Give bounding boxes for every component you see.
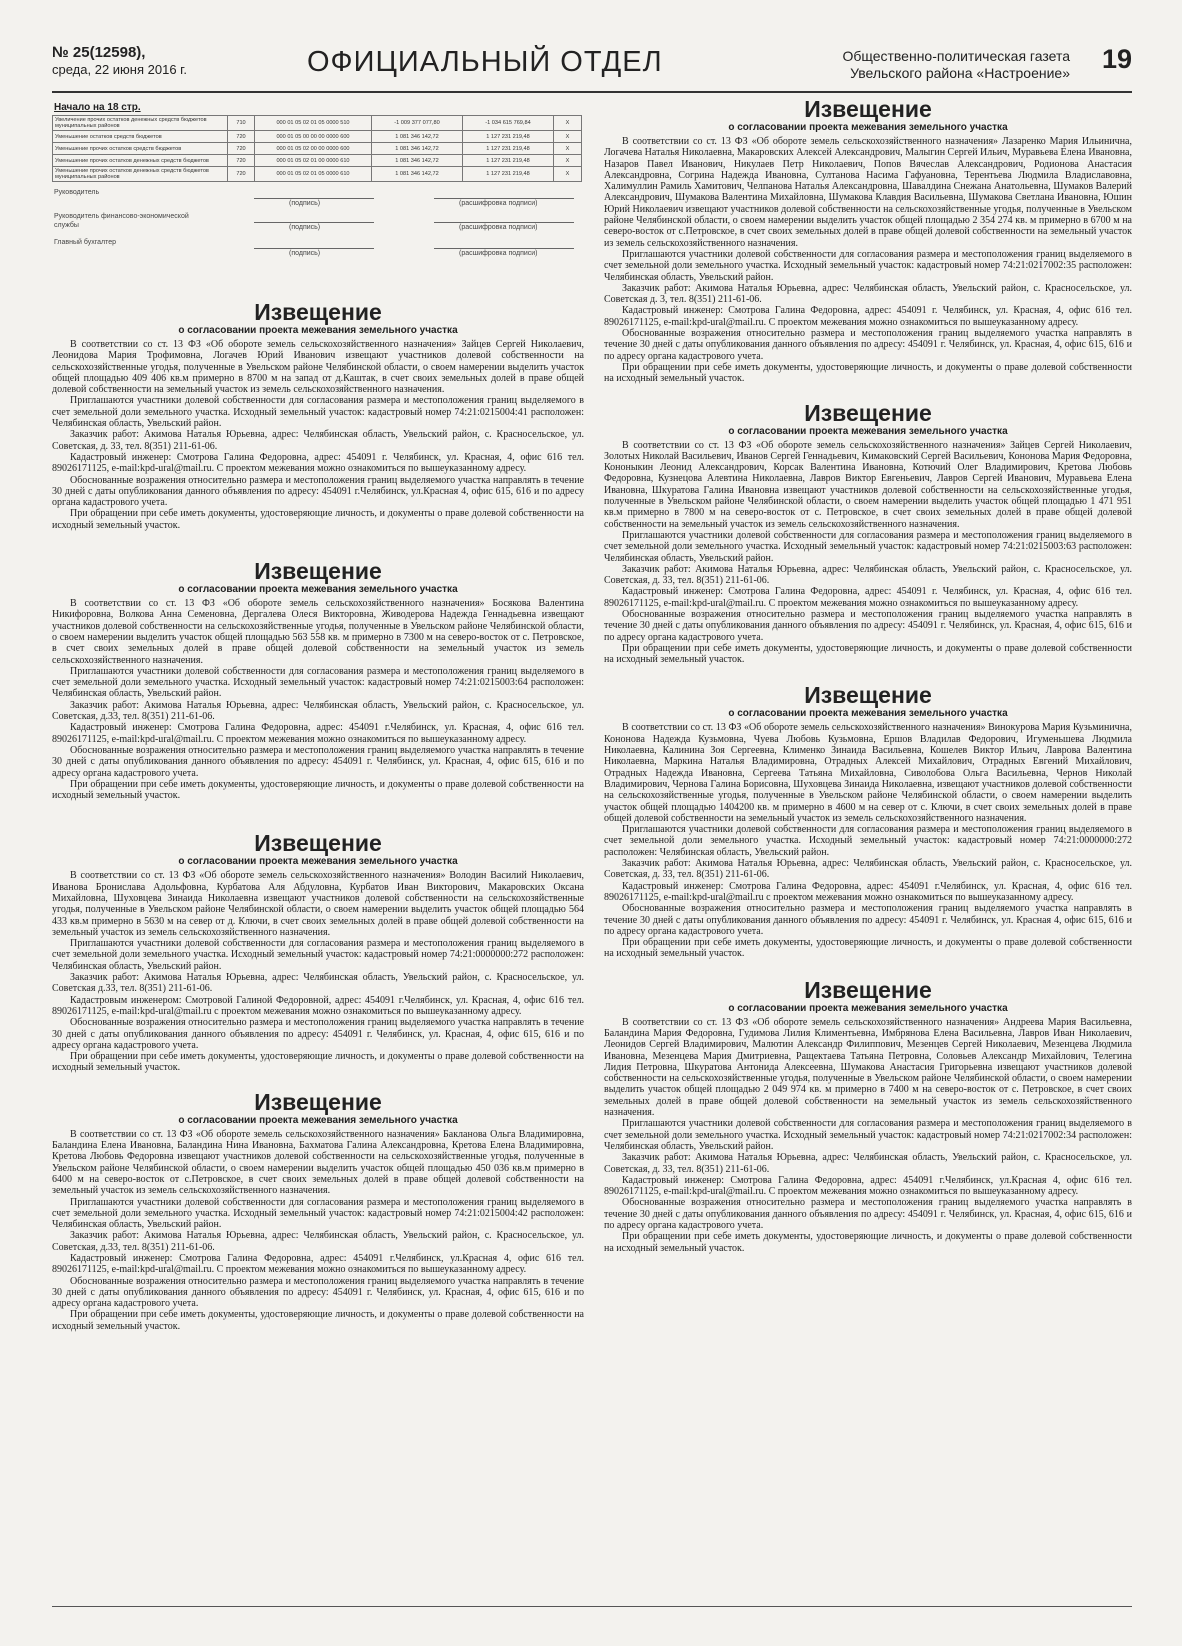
notice-paragraph: Кадастровый инженер: Смотрова Галина Федоровна, адрес: 454091 г.Челябинск, ул.Красная 4, офис 616 тел. 89026171125, e-mail:kpd-ural@mail.ru. С проектом межевания можно ознакомиться по вышеуказанному адресу. — [604, 1174, 1132, 1198]
table-cell: 000 01 05 02 01 05 0000 510 — [255, 116, 372, 131]
newspaper-name-line2: Увельского района «Настроение» — [850, 65, 1070, 81]
notice-paragraph: Кадастровый инженер: Смотрова Галина Федоровна, адрес: 454091 г.Челябинск, ул. Красная, 4, офис 616 тел. 89026171125, e-mail:kpd-ural@mail.ru с проектом межевания можно ознакомиться по вышеуказанному адресу. — [604, 880, 1132, 903]
notice-paragraph: Приглашаются участники долевой собственности для согласования размера и местоположения границ выделяемого в счет земельной доли земельного участка. Исходный земельный участок: кадастровый номер 74:21:0215004:41 расположен: Челябинская область, Увельский район. — [52, 395, 584, 430]
notice-title: Извещение — [804, 682, 932, 709]
notice-paragraph: Заказчик работ: Акимова Наталья Юрьевна, адрес: Челябинская область, Увельский район, с. Красносельское, ул. Советская, д. 33, тел. 8(351) 211-61-06. — [604, 1152, 1132, 1175]
notice-paragraph: В соответствии со ст. 13 ФЗ «Об обороте земель сельскохозяйственного назначения» Лазаренко Мария Ильинична, Логачева Наталья Николаевна, Макаровских Алексей Александрович, Малыгин Сергей Ильич, Муравьева Елена Ивановна, Назаров Павел Иванович, Никулаев Петр Николаевич, Попов Вячеслав Александрович, Родионова Анастасия Александровна, Согрина Надежда Ивановна, Султанова Насима Гафуановна, Терентьева Людмила Владиславовна, Халимуллин Рамиль Хамитович, Челпанова Наталья Александровна, Шавалдина Снежана Анатольевна, Шумаков Валерий Александрович, Шумакова Валентина Михайловна, Шумакова Клавдия Васильевна, Шумакова Светлана Ивановна, Юшин Юрий Николаевич извещают участников долевой собственности на сельскохозяйственные угодья, полученные в Увельском районе Челябинской области, о своем намерении выделить участок общей площадью 2 354 274 кв. м примерно в 6700 м на северо-восток от с.Петровское, в счет своих земельных долей в праве общей долевой собственности на земельный участок из земель сельскохозяйственного назначения. — [604, 136, 1132, 249]
continuation-label: Начало на 18 стр. — [54, 102, 141, 113]
signature-decode-caption: (расшифровка подписи) — [459, 200, 538, 207]
notice-paragraph: Кадастровый инженер: Смотрова Галина Федоровна, адрес: 454091 г. Челябинск, ул. Красная, 4, офис 616 тел. 89026171125, e-mail:kpd-ural@mail.ru. С проектом межевания можно ознакомиться по вышеуказанному адресу. — [604, 586, 1132, 609]
table-cell: 1 081 346 142,72 — [372, 143, 463, 155]
notice-paragraph: Кадастровый инженер: Смотрова Галина Федоровна, адрес: 454091 г. Челябинск, ул. Красная, 4, офис 616 тел. 89026171125, e-mail:kpd-ural@mail.ru. С проектом межевания можно ознакомиться по вышеуказанному адресу. — [52, 451, 584, 475]
issue-number: № 25(12598), — [52, 44, 146, 61]
table-row — [53, 116, 582, 131]
table-cell: 000 01 05 02 00 00 0000 600 — [255, 143, 372, 155]
table-cell: 1 081 346 142,72 — [372, 155, 463, 167]
notice-subtitle: о согласовании проекта межевания земельного участка — [178, 325, 458, 336]
notice-subtitle: о согласовании проекта межевания земельного участка — [728, 122, 1008, 133]
notice-subtitle: о согласовании проекта межевания земельного участка — [178, 584, 458, 596]
notice-paragraph: Заказчик работ: Акимова Наталья Юрьевна, адрес: Челябинская область, Увельский район, с. Красносельское, ул. Советская, д. 33, тел. 8(351) 211-61-06. — [604, 858, 1132, 881]
signature-decode-line — [434, 222, 574, 223]
notice-paragraph: В соответствии со ст. 13 ФЗ «Об обороте земель сельскохозяйственного назначения» Винокурова Мария Кузьминична, Кононова Надежда Кузьмовна, Чуева Любовь Кузьмовна, Ершов Владилав Федорович, Игуменьшева Людмила Николаевна, Калинина Зоя Сергеевна, Клименко Зинаида Васильевна, Кошелев Виктор Ильич, Лаврова Валентина Николаевна, Маркина Наталья Владимировна, Отрадных Алексей Михайлович, Отрадных Евгений Михайлович, Отрадных Надежда Ивановна, Сергеева Татьяна Михайловна, Сиволобова Ольга Васильевна, Чернов Николай Владимирович, Чернова Галина Борисовна, Шуховцева Зинаида Николаевна, извещают участников долевой собственности на сельскохозяйственные угодья, полученные в Увельском районе Челябинской области, о своем намерении выделить участок общей площадью 1404200 кв. м примерно в 4600 м на север от с. Ключи, в счет своих земельных долей в праве общей долевой собственности на земельный участок из земель сельскохозяйственного назначения. — [604, 722, 1132, 824]
table-cell: Уменьшение прочих остатков средств бюджетов — [53, 143, 228, 155]
notice-paragraph: При обращении при себе иметь документы, удостоверяющие личность, и документы о праве долевой собственности на исходный земельный участок. — [52, 1051, 584, 1074]
signature-role: Руководитель — [54, 189, 100, 196]
table-cell: Уменьшение прочих остатков денежных средств бюджетов муниципальных районов — [53, 167, 228, 182]
table-cell: X — [554, 143, 582, 155]
notice-paragraph: Обоснованные возражения относительно размера и местоположения границ выделяемого участка направлять в течение 30 дней с даты опубликования данного объявления по адресу: 454091 г. Челябинск, ул. Красная, 4, офис 615, 616 и по адресу органа кадастрового учета. — [604, 328, 1132, 362]
notice-1 — [52, 300, 584, 531]
notice-paragraph: При обращении при себе иметь документы, удостоверяющие личность, и документы о праве долевой собственности на исходный земельный участок. — [52, 1309, 584, 1332]
issue-info — [52, 44, 187, 78]
table-cell: Уменьшение остатков средств бюджетов — [53, 131, 228, 143]
table-cell: Увеличение прочих остатков денежных средств бюджетов муниципальных районов — [53, 116, 228, 131]
notice-paragraph: Приглашаются участники долевой собственности для согласования размера и местоположения границ выделяемого в счет земельной доли земельного участка. Исходный земельный участок: кадастровый номер 74:21:0215003:64 расположен: Челябинская область, Увельский район. — [52, 665, 584, 700]
issue-date: среда, 22 июня 2016 г. — [52, 62, 187, 77]
signature-caption: (подпись) — [289, 250, 321, 257]
left-column — [52, 97, 584, 1332]
notice-title: Извещение — [254, 1088, 382, 1115]
signature-caption: (подпись) — [289, 224, 321, 231]
table-cell: 720 — [228, 143, 255, 155]
notice-paragraph: Заказчик работ: Акимова Наталья Юрьевна, адрес: Челябинская область, Увельский район, с. Красносельское, ул. Советская д. 3, тел. 8(351) 211-61-06. — [604, 282, 1132, 306]
notice-paragraph: При обращении при себе иметь документы, удостоверяющие личность, и документы о праве долевой собственности на исходный земельный участок. — [604, 361, 1132, 385]
table-cell: -1 034 615 769,84 — [463, 116, 554, 131]
signature-decode-caption: (расшифровка подписи) — [459, 250, 538, 257]
signature-role: Главный бухгалтер — [54, 239, 116, 246]
signature-caption: (подпись) — [289, 200, 321, 207]
notice-subtitle: о согласовании проекта межевания земельного участка — [728, 708, 1008, 720]
signature-row — [54, 188, 582, 208]
table-cell: X — [554, 155, 582, 167]
notice-title: Извещение — [804, 399, 932, 426]
notice-paragraph: Заказчик работ: Акимова Наталья Юрьевна, адрес: Челябинская область, Увельский район, с. Красносельское, ул. Советская, д.33, тел. 8(351) 211-61-06. — [52, 1230, 584, 1253]
notice-5 — [604, 97, 1132, 385]
notice-paragraph: Обоснованные возражения относительно размера и местоположения границ выделяемого участка направлять в течение 30 дней с даты опубликования данного объявления по адресу: 454091 г. Челябинск, ул. Красная, 4, офис 615, 616 и по адресу органа кадастрового учета. — [604, 1197, 1132, 1232]
page-header — [52, 44, 1132, 90]
table-cell: 720 — [228, 155, 255, 167]
notice-paragraph: Заказчик работ: Акимова Наталья Юрьевна, адрес: Челябинская область, Увельский район, с. Красносельское, ул. Советская д.33, тел. 8(351) 211-61-06. — [52, 972, 584, 995]
notice-7 — [604, 683, 1132, 959]
notice-subtitle: о согласовании проекта межевания земельного участка — [728, 425, 1008, 437]
table-cell: 000 01 05 02 01 05 0000 610 — [255, 167, 372, 182]
notice-paragraph: При обращении при себе иметь документы, удостоверяющие личность, и документы о праве долевой собственности на исходный земельный участок. — [52, 778, 584, 802]
newspaper-name-line1: Общественно-политическая газета — [842, 48, 1070, 64]
notice-subtitle: о согласовании проекта межевания земельного участка — [728, 1002, 1008, 1014]
notice-title: Извещение — [254, 830, 382, 857]
notice-paragraph: В соответствии со ст. 13 ФЗ «Об обороте земель сельскохозяйственного назначения» Зайцев Сергей Николаевич, Золотых Николай Васильевич, Иванов Сергей Геннадьевич, Кимаковский Сергей Васильевич, Кононова Мария Федоровна, Кононыкин Леонид Александрович, Корсак Валентина Ивановна, Котючий Олег Владимирович, Кретова Любовь Федоровна, Кузнецова Алевтина Николаевна, Лавров Виктор Евгеньевич, Лавров Сергей Иванович, Муравьева Елена Ивановна, Шкуратова Галина Ивановна извещают участников долевой собственности на сельскохозяйственные угодья, полученные в Увельском районе Челябинской области, о своем намерении выделить участок общей площадью 1 471 951 кв.м примерно в 7800 м на северо-восток от с. Петровское, в счет своих земельных долей в праве общей долевой собственности на земельный участок из земель сельскохозяйственного назначения. — [604, 439, 1132, 530]
table-row — [53, 131, 582, 143]
signature-decode-line — [434, 248, 574, 249]
signature-decode-line — [434, 198, 574, 199]
notice-paragraph: В соответствии со ст. 13 ФЗ «Об обороте земель сельскохозяйственного назначения» Бакланова Ольга Владимировна, Баландина Елена Ивановна, Баландина Нина Ивановна, Бахматова Галина Александровна, Кретова Елена Владимировна, Кретова Любовь Федоровна извещают участников долевой собственности на сельскохозяйственные угодья, полученные в Увельском районе Челябинской области, о своем намерении выделить участок общей площадью 450 036 кв.м примерно в 6400 м на северо-восток от с.Петровское, в счет своих земельных долей в праве общей долевой собственности на земельный участок из земель сельскохозяйственного назначения. — [52, 1128, 584, 1197]
table-cell: 1 127 231 219,48 — [463, 155, 554, 167]
notice-paragraph: Заказчик работ: Акимова Наталья Юрьевна, адрес: Челябинская область, Увельский район, с. Красносельское, ул. Советская, д.33, тел. 8(351) 211-61-06. — [52, 699, 584, 723]
signature-row — [54, 212, 582, 232]
notice-paragraph: При обращении при себе иметь документы, удостоверяющие личность, и документы о праве долевой собственности на исходный земельный участок. — [604, 937, 1132, 960]
table-cell: 1 127 231 219,48 — [463, 131, 554, 143]
table-cell: X — [554, 116, 582, 131]
signature-row — [54, 238, 582, 258]
section-title: ОФИЦИАЛЬНЫЙ ОТДЕЛ — [307, 46, 663, 78]
table-cell: 1 081 346 142,72 — [372, 167, 463, 182]
notice-paragraph: В соответствии со ст. 13 ФЗ «Об обороте земель сельскохозяйственного назначения» Володин Василий Николаевич, Иванова Бронислава Адольфовна, Курбатова Аля Абдуловна, Курбатов Иван Викторович, Макаровских Оксана Михайловна, Шуховцева Зинаида Николаевна извещают участников долевой собственности на сельскохозяйственные угодья, полученные в Увельском районе Челябинской области, о своем намерении выделить участок общей площадью 564 433 кв.м примерно в 5630 м на север от д. Ключи, в счет своих земельных долей в праве общей долевой собственности на земельный участок из земель сельскохозяйственного назначения. — [52, 870, 584, 938]
signature-line — [254, 198, 374, 199]
table-cell: 1 127 231 219,48 — [463, 143, 554, 155]
notice-4 — [52, 1090, 584, 1332]
notice-paragraph: Приглашаются участники долевой собственности для согласования размера и местоположения границ выделяемого в счет земельной доли земельного участка. Исходный земельный участок: кадастровый номер 74:21:0215004:42 расположен: Челябинская область, Увельский район. — [52, 1196, 584, 1231]
table-row — [53, 167, 582, 182]
notice-paragraph: Кадастровым инженером: Смотровой Галиной Федоровной, адрес: 454091 г.Челябинск, ул. Красная, 4, офис 616 тел. 89026171125, e-mail:kpd-ural@mail.ru с проектом межевания можно ознакомиться по вышеуказанному адресу. — [52, 994, 584, 1017]
table-cell: 710 — [228, 116, 255, 131]
signature-line — [254, 248, 374, 249]
page-number: 19 — [1101, 44, 1132, 74]
notice-paragraph: Обоснованные возражения относительно размера и местоположения границ выделяемого участка направлять в течение 30 дней с даты опубликования данного объявления по адресу: 454091 г. Челябинск, ул. Красная, 4, офис 615, 616 и по адресу органа кадастрового учета. — [52, 1017, 584, 1051]
notice-paragraph: Приглашаются участники долевой собственности для согласования размера и местоположения границ выделяемого в счет земельной доли земельного участка. Исходный земельный участок: кадастровый номер 74:21:0000000:272 расположен: Челябинская область, Увельский район. — [52, 938, 584, 972]
table-cell: 000 01 05 02 01 00 0000 610 — [255, 155, 372, 167]
notice-paragraph: В соответствии со ст. 13 ФЗ «Об обороте земель сельскохозяйственного назначения» Андреева Мария Васильевна, Баландина Мария Федоровна, Гудимова Лилия Климентьевна, Имбрянова Елена Васильевна, Лавров Иван Николаевич, Леонидов Сергей Владимирович, Малютин Александр Филиппович, Мезенцев Сергей Николаевич, Мезенцева Людмила Ивановна, Мезенцева Мария Дмитриевна, Ращектаева Татьяна Петровна, Соловьев Александр Михайлович, Телегина Лидия Петровна, Шкуратова Антонида Алексеевна, Шумакова Анастасия Григорьевна извещают участников долевой собственности на сельскохозяйственные угодья, полученные в Увельском районе Челябинской области, о своем намерении выделить участок общей площадью 2 049 974 кв. м примерно в 7400 м на северо-восток от с. Петровское, в счет своих земельных долей в праве общей долевой собственности на земельный участок из земель сельскохозяйственного назначения. — [604, 1016, 1132, 1119]
signature-role: Руководитель финансово-экономической службы — [54, 213, 189, 229]
notice-title: Извещение — [804, 976, 932, 1003]
table-row — [53, 155, 582, 167]
notice-paragraph: В соответствии со ст. 13 ФЗ «Об обороте земель сельскохозяйственного назначения» Зайцев Сергей Николаевич, Леонидова Мария Трофимовна, Логачев Юрий Иванович извещают участников долевой собственности на сельскохозяйственные угодья, полученные в Увельском районе Челябинской области, о своем намерении выделить участок общей площадью 409 406 кв.м примерно в 8700 м на запад от д.Каштак, в счет своих земельных долей в праве общей долевой собственности на земельный участок из земель сельскохозяйственного назначения. — [52, 339, 584, 396]
notice-paragraph: При обращении при себе иметь документы, удостоверяющие личность, и документы о праве долевой собственности на исходный земельный участок. — [604, 642, 1132, 666]
signature-block — [52, 182, 584, 264]
notice-6 — [604, 401, 1132, 666]
notice-paragraph: Обоснованные возражения относительно размера и местоположения границ выделяемого участка направлять в течение 30 дней с даты опубликования данного объявления по адресу: 454091 г. Челябинск, ул. Красная, 4, офис 615, 616 и по адресу органа кадастрового учета. — [52, 744, 584, 779]
newspaper-name — [770, 48, 1070, 82]
footer-divider — [52, 1606, 1132, 1607]
notice-paragraph: При обращении при себе иметь документы, удостоверяющие личность, и документы о праве долевой собственности на исходный земельный участок. — [604, 1231, 1132, 1254]
notice-title: Извещение — [254, 299, 382, 325]
notice-2 — [52, 559, 584, 801]
table-cell: 1 081 346 142,72 — [372, 131, 463, 143]
notice-paragraph: Обоснованные возражения относительно размера и местоположения границ выделяемого участка направлять в течение 30 дней с даты опубликования данного объявления по адресу: 454091 г.Челябинск, ул.Красная 4, офис 615, 616 и по адресу органа кадастрового учета. — [52, 474, 584, 509]
notice-paragraph: Приглашаются участники долевой собственности для согласования размера и местоположения границ выделяемого в счет земельной доли земельного участка. Исходный земельный участок: кадастровый номер 74:21:0000000:272 расположен: Челябинская область, Увельский район. — [604, 824, 1132, 858]
table-cell: Уменьшение прочих остатков денежных средств бюджетов — [53, 155, 228, 167]
notice-paragraph: Приглашаются участники долевой собственности для согласования размера и местоположения границ выделяемого в счет земельной доли земельного участка. Исходный земельный участок: кадастровый номер 74:21:0215003:63 расположен: Челябинская область, Увельский район. — [604, 529, 1132, 564]
notice-paragraph: При обращении при себе иметь документы, удостоверяющие личность, и документы о праве долевой собственности на исходный земельный участок. — [52, 508, 584, 531]
header-divider — [52, 91, 1132, 93]
budget-table — [52, 115, 582, 182]
notice-paragraph: Обоснованные возражения относительно размера и местоположения границ выделяемого участка направлять в течение 30 дней с даты опубликования данного объявления по адресу: 454091 г. Челябинск, ул. Красная 4, офис 615, 616 и по адресу органа кадастрового учета. — [604, 903, 1132, 937]
notice-paragraph: Заказчик работ: Акимова Наталья Юрьевна, адрес: Челябинская область, Увельский район, с. Красносельское, ул. Советская, д. 33, тел. 8(351) 211-61-06. — [52, 429, 584, 452]
notice-paragraph: Приглашаются участники долевой собственности для согласования размера и местоположения границ выделяемого в счет земельной доли земельного участка. Исходный земельный участок: кадастровый номер 74:21:0217002:34 расположен: Челябинская область, Увельский район. — [604, 1118, 1132, 1152]
notice-paragraph: Обоснованные возражения относительно размера и местоположения границ выделяемого участка направлять в течение 30 дней с даты опубликования данного объявления по адресу: 454091 г. Челябинск, ул. Красная, 4, офис 615, 616 и по адресу органа кадастрового учета. — [604, 608, 1132, 643]
table-cell: 720 — [228, 131, 255, 143]
table-cell: X — [554, 131, 582, 143]
notice-paragraph: Кадастровый инженер: Смотрова Галина Федоровна, адрес: 454091 г.Челябинск, ул.Красная 4, офис 616 тел. 89026171125, e-mail:kpd-ural@mail.ru. С проектом межевания можно ознакомиться по вышеуказанному адресу. — [52, 1253, 584, 1276]
notice-paragraph: В соответствии со ст. 13 ФЗ «Об обороте земель сельскохозяйственного назначения» Босякова Валентина Никифоровна, Волкова Анна Семеновна, Дергалева Олеся Викторовна, Живодерова Надежда Геннадьевна извещают участников долевой собственности на сельскохозяйственные угодья, полученные в Увельском районе Челябинской области, о своем намерении выделить участок общей площадью 563 558 кв. м примерно в 7300 м на северо-восток от с. Петровское, в счет своих земельных долей в праве общей долевой собственности на земельный участок из земель сельскохозяйственного назначения. — [52, 598, 584, 666]
notice-paragraph: Заказчик работ: Акимова Наталья Юрьевна, адрес: Челябинская область, Увельский район, с. Красносельское, ул. Советская, д. 33, тел. 8(351) 211-61-06. — [604, 563, 1132, 587]
notice-paragraph: Обоснованные возражения относительно размера и местоположения границ выделяемого участка направлять в течение 30 дней с даты опубликования данного объявления по адресу: 454091 г. Челябинск, ул. Красная, 4, офис 615, 616 и по адресу органа кадастрового учета. — [52, 1275, 584, 1310]
notice-title: Извещение — [254, 558, 382, 585]
notice-title: Извещение — [804, 96, 932, 122]
table-row — [53, 143, 582, 155]
notice-subtitle: о согласовании проекта межевания земельного участка — [178, 856, 458, 868]
notice-paragraph: Кадастровый инженер: Смотрова Галина Федоровна, адрес: 454091 г.Челябинск, ул. Красная, 4, офис 616 тел. 89026171125, e-mail:kpd-ural@mail.ru. С проектом межевания можно ознакомиться по вышеуказанному адресу. — [52, 722, 584, 745]
table-cell: 000 01 05 00 00 00 0000 600 — [255, 131, 372, 143]
signature-line — [254, 222, 374, 223]
right-column — [604, 97, 1132, 1254]
notice-3 — [52, 831, 584, 1073]
notice-subtitle: о согласовании проекта межевания земельного участка — [178, 1114, 458, 1126]
table-cell: -1 009 377 077,80 — [372, 116, 463, 131]
notice-paragraph: Приглашаются участники долевой собственности для согласования размера и местоположения границ выделяемого в счет земельной доли земельного участка. Исходный земельный участок: кадастровый номер 74:21:0217002:35 расположен: Челябинская область, Увельский район. — [604, 248, 1132, 283]
notice-paragraph: Кадастровый инженер: Смотрова Галина Федоровна, адрес: 454091 г. Челябинск, ул. Красная, 4, офис 616 тел. 89026171125, e-mail:kpd-ural@mail.ru. С проектом межевания можно ознакомиться по вышеуказанному адресу. — [604, 305, 1132, 328]
table-cell: 720 — [228, 167, 255, 182]
signature-decode-caption: (расшифровка подписи) — [459, 224, 538, 231]
notice-8 — [604, 978, 1132, 1254]
table-cell: 1 127 231 219,48 — [463, 167, 554, 182]
table-cell: X — [554, 167, 582, 182]
